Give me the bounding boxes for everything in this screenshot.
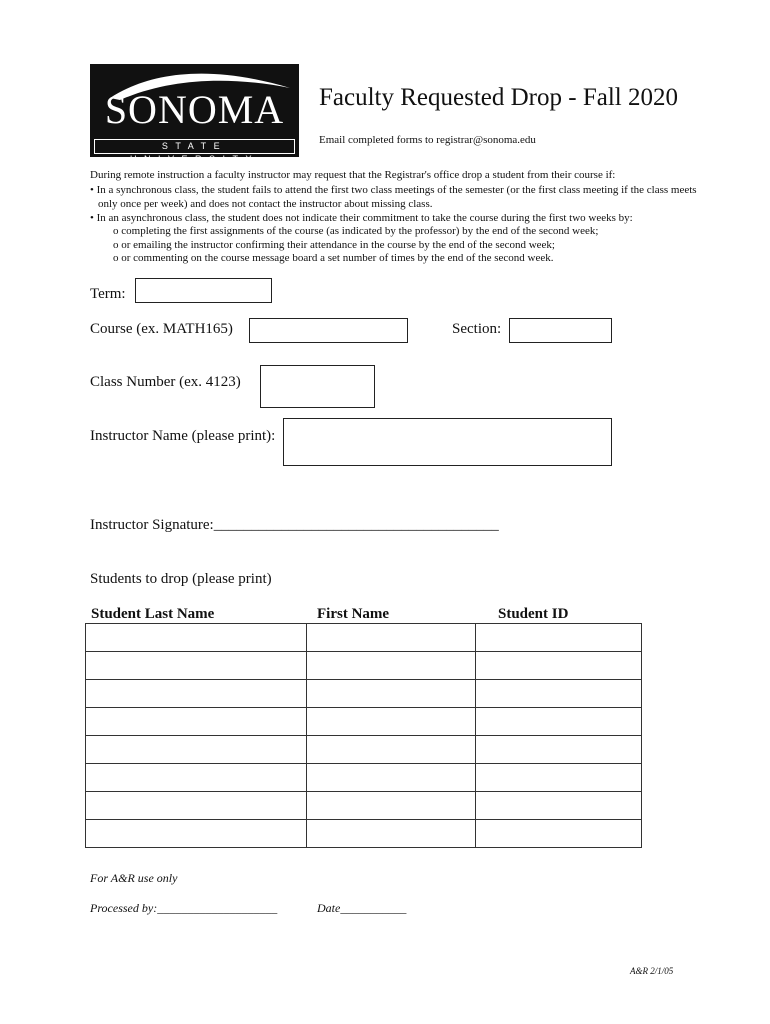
sonoma-logo bbox=[90, 64, 299, 164]
logo-subtitle: STATE UNIVERSITY bbox=[94, 139, 295, 154]
student-id-cell[interactable] bbox=[476, 708, 642, 736]
student-id-cell[interactable] bbox=[476, 652, 642, 680]
instructor-signature-line[interactable]: Instructor Signature:______________________________________ bbox=[90, 517, 499, 533]
form-code: A&R 2/1/05 bbox=[630, 966, 674, 976]
intro-subbullet: o or commenting on the course message board a set number of times by the end of the second week. bbox=[113, 252, 554, 264]
table-row bbox=[86, 820, 642, 848]
section-field[interactable] bbox=[509, 318, 612, 343]
student-id-cell[interactable] bbox=[476, 820, 642, 848]
course-label: Course (ex. MATH165) bbox=[90, 321, 233, 337]
ar-use-note: For A&R use only bbox=[90, 871, 178, 885]
first-name-cell[interactable] bbox=[306, 792, 476, 820]
last-name-cell[interactable] bbox=[86, 624, 307, 652]
last-name-cell[interactable] bbox=[86, 708, 307, 736]
column-header-last-name: Student Last Name bbox=[91, 606, 215, 622]
first-name-cell[interactable] bbox=[306, 680, 476, 708]
first-name-cell[interactable] bbox=[306, 652, 476, 680]
column-header-student-id: Student ID bbox=[498, 606, 569, 622]
table-row bbox=[86, 680, 642, 708]
student-id-cell[interactable] bbox=[476, 792, 642, 820]
logo-wordmark: SONOMA bbox=[104, 87, 285, 132]
class-number-field[interactable] bbox=[260, 365, 375, 408]
students-heading: Students to drop (please print) bbox=[90, 571, 272, 587]
term-label: Term: bbox=[90, 286, 126, 302]
last-name-cell[interactable] bbox=[86, 820, 307, 848]
last-name-cell[interactable] bbox=[86, 764, 307, 792]
student-id-cell[interactable] bbox=[476, 764, 642, 792]
table-row bbox=[86, 792, 642, 820]
course-field[interactable] bbox=[249, 318, 408, 343]
intro-subbullet: o completing the first assignments of the course (as indicated by the professor) by the end of the second week; bbox=[113, 225, 599, 237]
table-row bbox=[86, 736, 642, 764]
email-instructions: Email completed forms to registrar@sonoma.edu bbox=[319, 134, 536, 146]
first-name-cell[interactable] bbox=[306, 624, 476, 652]
last-name-cell[interactable] bbox=[86, 792, 307, 820]
table-row bbox=[86, 708, 642, 736]
date-line[interactable]: Date___________ bbox=[317, 901, 407, 915]
intro-bullet: • In an asynchronous class, the student does not indicate their commitment to take the course during the first two weeks by: bbox=[90, 212, 633, 224]
instructor-name-label: Instructor Name (please print): bbox=[90, 428, 276, 444]
last-name-cell[interactable] bbox=[86, 680, 307, 708]
table-row bbox=[86, 624, 642, 652]
table-row bbox=[86, 652, 642, 680]
intro-line: During remote instruction a faculty instructor may request that the Registrar's office drop a student from their course if: bbox=[90, 169, 616, 181]
first-name-cell[interactable] bbox=[306, 764, 476, 792]
first-name-cell[interactable] bbox=[306, 708, 476, 736]
student-id-cell[interactable] bbox=[476, 736, 642, 764]
students-table bbox=[85, 623, 642, 848]
last-name-cell[interactable] bbox=[86, 736, 307, 764]
student-id-cell[interactable] bbox=[476, 624, 642, 652]
processed-by-line[interactable]: Processed by:____________________ bbox=[90, 901, 278, 915]
table-row bbox=[86, 764, 642, 792]
last-name-cell[interactable] bbox=[86, 652, 307, 680]
student-id-cell[interactable] bbox=[476, 680, 642, 708]
column-header-first-name: First Name bbox=[317, 606, 390, 622]
page-title: Faculty Requested Drop - Fall 2020 bbox=[319, 84, 678, 111]
instructor-name-field[interactable] bbox=[283, 418, 612, 466]
first-name-cell[interactable] bbox=[306, 820, 476, 848]
term-field[interactable] bbox=[135, 278, 272, 303]
intro-bullet: • In a synchronous class, the student fails to attend the first two class meetings of the semester (or the first class meeting if the class meets bbox=[90, 184, 697, 196]
class-number-label: Class Number (ex. 4123) bbox=[90, 374, 241, 390]
first-name-cell[interactable] bbox=[306, 736, 476, 764]
intro-subbullet: o or emailing the instructor confirming their attendance in the course by the end of the second week; bbox=[113, 239, 555, 251]
intro-bullet-cont: only once per week) and does not contact the instructor about missing class. bbox=[98, 198, 433, 210]
section-label: Section: bbox=[452, 321, 502, 337]
